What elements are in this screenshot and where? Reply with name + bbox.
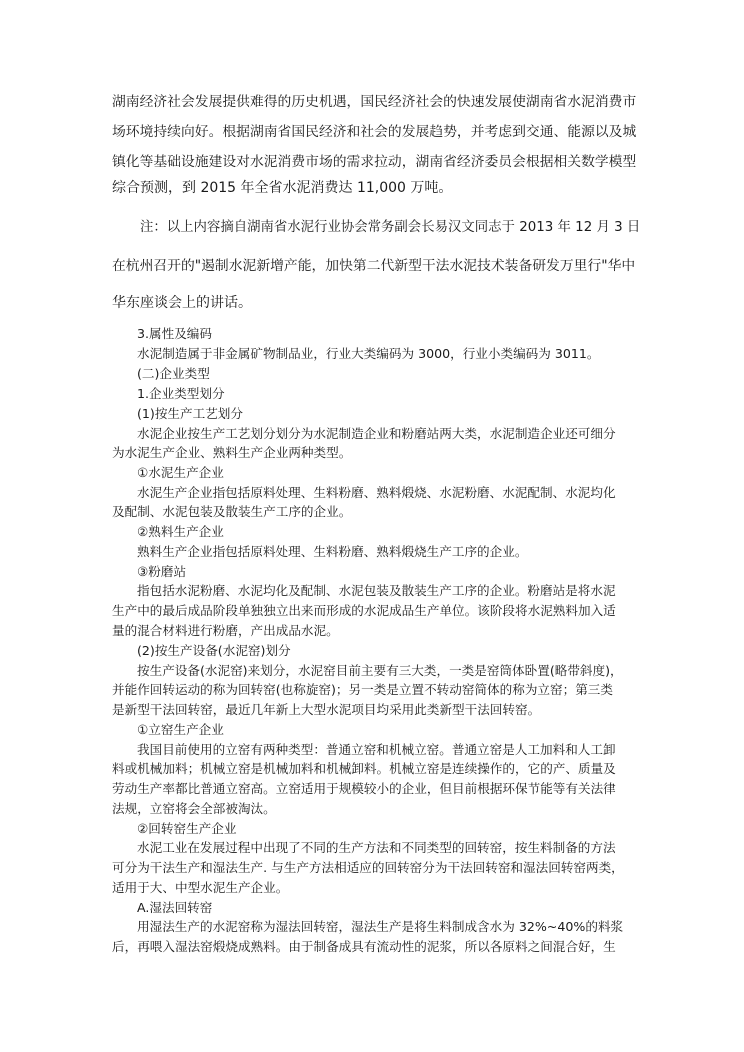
- section-heading: ②回转窑生产企业: [137, 821, 237, 836]
- text-line: 法规，立窑将会全部被淘汰。: [112, 801, 276, 816]
- section-heading: (2)按生产设备(水泥窑)划分: [137, 643, 291, 658]
- section-heading: ①水泥生产企业: [137, 465, 224, 480]
- text-line: 水泥制造属于非金属矿物制品业，行业大类编码为 3000，行业小类编码为 3011。: [137, 346, 600, 361]
- text-line: 熟料生产企业指包括原料处理、生料粉磨、熟料煅烧生产工序的企业。: [137, 544, 528, 559]
- text-line: 并能作回转运动的称为回转窑(也称旋窑)；另一类是立置不转动窑简体的称为立窑；第三类: [112, 682, 613, 697]
- section-heading: ①立窑生产企业: [137, 722, 224, 737]
- text-line: 是新型干法回转窑，最近几年新上大型水泥项目均采用此类新型干法回转窑。: [112, 702, 541, 717]
- text-line: 指包括水泥粉磨、水泥均化及配制、水泥包装及散装生产工序的企业。粉磨站是将水泥: [137, 583, 616, 598]
- text-line: 在杭州召开的"遏制水泥新增产能，加快第二代新型干法水泥技术装备研发万里行"华中: [112, 258, 636, 274]
- text-line: 注：以上内容摘自湖南省水泥行业协会常务副会长易汉文同志于 2013 年 12 月 3 日: [140, 220, 641, 235]
- text-line: 场环境持续向好。根据湖南省国民经济和社会的发展趋势，并考虑到交通、能源以及城: [112, 124, 637, 140]
- text-line: 料或机械加料；机械立窑是机械加料和机械卸料。机械立窑是连续操作的，它的产、质量及: [112, 761, 616, 776]
- text-line: 华东座谈会上的讲话。: [112, 295, 252, 311]
- text-line: 水泥企业按生产工艺划分划分为水泥制造企业和粉磨站两大类，水泥制造企业还可细分: [137, 426, 616, 441]
- text-line: 我国目前使用的立窑有两种类型：普通立窑和机械立窑。普通立窑是人工加料和人工卸: [137, 742, 616, 757]
- text-line: 湖南经济社会发展提供难得的历史机遇，国民经济社会的快速发展使湖南省水泥消费市: [112, 94, 637, 110]
- text-line: 为水泥生产企业、熟料生产企业两种类型。: [112, 445, 352, 460]
- text-line: 适用于大、中型水泥生产企业。: [112, 880, 289, 895]
- text-line: 量的混合材料进行粉磨，产出成品水泥。: [112, 623, 339, 638]
- text-line: 及配制、水泥包装及散装生产工序的企业。: [112, 504, 352, 519]
- section-heading: 3.属性及编码: [137, 326, 212, 341]
- text-line: 按生产设备(水泥窑)来划分，水泥窑目前主要有三大类，一类是窑筒体卧置(略带斜度)，: [137, 663, 623, 678]
- section-heading: A.湿法回转窑: [137, 900, 213, 915]
- text-line: 综合预测，到 2015 年全省水泥消费达 11,000 万吨。: [112, 180, 453, 196]
- section-heading: ③粉磨站: [137, 564, 187, 579]
- text-line: 用湿法生产的水泥窑称为湿法回转窑，湿法生产是将生料制成含水为 32%~40%的料浆: [137, 919, 624, 934]
- section-heading: 1.企业类型划分: [137, 386, 225, 401]
- text-line: 生产中的最后成品阶段单独独立出来而形成的水泥成品生产单位。该阶段将水泥熟料加入适: [112, 603, 616, 618]
- text-line: 可分为干法生产和湿法生产. 与生产方法相适应的回转窑分为干法回转窑和湿法回转窑两类，: [112, 860, 624, 875]
- text-line: 劳动生产率都比普通立窑高。立窑适用于规模较小的企业，但目前根据环保节能等有关法律: [112, 781, 616, 796]
- text-line: 水泥生产企业指包括原料处理、生料粉磨、熟料煅烧、水泥粉磨、水泥配制、水泥均化: [137, 485, 616, 500]
- section-heading: ②熟料生产企业: [137, 524, 224, 539]
- section-heading: (1)按生产工艺划分: [137, 406, 243, 421]
- text-line: 水泥工业在发展过程中出现了不同的生产方法和不同类型的回转窑，按生料制备的方法: [137, 840, 616, 855]
- section-heading: (二)企业类型: [137, 366, 210, 381]
- text-line: 后，再喂入湿法窑煅烧成熟料。由于制备成具有流动性的泥浆，所以各原料之间混合好，生: [112, 939, 616, 954]
- text-line: 镇化等基础设施建设对水泥消费市场的需求拉动，湖南省经济委员会根据相关数学模型: [112, 154, 637, 170]
